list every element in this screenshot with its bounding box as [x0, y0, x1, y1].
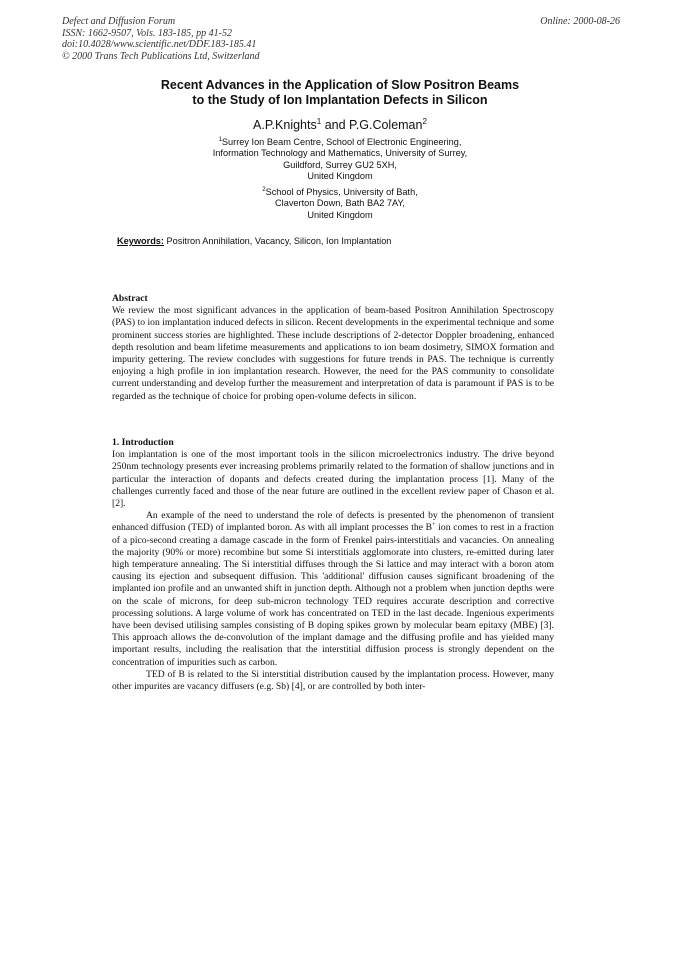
journal-header — [62, 16, 620, 62]
affiliation-2-line: United Kingdom — [307, 209, 373, 220]
introduction-section — [112, 437, 554, 693]
boron-ion-charge: + — [432, 521, 436, 529]
affiliation-1-line: Guildford, Surrey GU2 5XH, — [283, 159, 397, 170]
affiliation-2 — [80, 187, 600, 221]
keywords-label: Keywords: — [117, 236, 164, 246]
abstract-heading: Abstract — [112, 293, 148, 304]
keywords-line — [117, 236, 577, 246]
affiliation-1-line: Information Technology and Mathematics, University of Surrey, — [212, 148, 468, 159]
author-2-affil-mark: 2 — [422, 116, 427, 126]
title-line-2: to the Study of Ion Implantation Defects in Silicon — [192, 93, 488, 107]
affiliation-1-mark: 1 — [218, 136, 222, 143]
author-conjunction: and — [321, 118, 350, 132]
introduction-heading: 1. Introduction — [112, 437, 174, 448]
author-list — [80, 118, 600, 132]
introduction-paragraph-3: TED of B is related to the Si interstitial distribution caused by the implantation process. However, many other impurites are vacancy diffusers (e.g. Sb) [4], or are controlled by both inter- — [112, 668, 554, 693]
copyright-line: © 2000 Trans Tech Publications Ltd, Switzerland — [62, 50, 260, 62]
affiliation-1-line: $^1$Surrey Ion Beam Centre, School of Electronic Engineering, — [218, 136, 462, 147]
title-line-1: Recent Advances in the Application of Slow Positron Beams — [160, 78, 520, 92]
online-date: Online: 2000-08-26 — [540, 16, 620, 27]
affiliation-2-line: Claverton Down, Bath BA2 7AY, — [275, 198, 405, 209]
author-1: A.P.Knights — [253, 118, 317, 132]
affiliation-2-mark: 2 — [262, 186, 266, 193]
introduction-paragraph-2: An example of the need to understand the role of defects is presented by the phenomenon of transient enhanced diffusion (TED) of implanted boron. As with all implant processes the B+ ion comes to rest in a fraction of a pico-second creating a damage cascade in the form of Frenkel pairs-interstitials and vacancies. On annealing the majority (90% or more) recombine but some Si interstitials agglomorate into clusters, re-emitted during later high temperature annealing. The Si interstitial diffuses through the Si lattice and may interact with a boron atom causing its ejection and subsequent diffusion. This 'additional' diffusion causes significant broadening of the implanted ion profile and an unwanted shift in junction depth. Although not a problem when junction depths were on the scale of microns, for deep sub-micron technology TED requires accurate description and corrective processing solutions. A large volume of work has concentrated on TED in the last decade. Ingenious experiments have been devised utilising samples consisting of B doping spikes grown by molecular beam epitaxy (MBE) [3]. This approach allows the de-convolution of the implant damage and the diffusing profile and has yielded many important results, including the realisation that the interstitial diffusion process is strongly dependent on the concentration of impurities such as carbon. — [112, 510, 554, 668]
introduction-paragraph-1: Ion implantation is one of the most important tools in the silicon microelectronics industry. The drive beyond 250nm technology presents ever increasing problems primarily related to the formation of shallow junctions and in particular the interaction of dopants and defects created during the implantation process [1]. Many of the challenges currently faced and those of the near future are outlined in the excellent review paper of Chason et al. [2]. — [112, 449, 554, 510]
keywords-text: Positron Annihilation, Vacancy, Silicon, Ion Implantation — [163, 236, 392, 246]
journal-name: Defect and Diffusion Forum — [62, 16, 176, 27]
doi-line: doi:10.4028/www.scientific.net/DDF.183-185.41 — [62, 39, 257, 50]
abstract-text: We review the most significant advances in the application of beam-based Positron Annihilation Spectroscopy (PAS) to ion implantation induced defects in silicon. Recent developments in the experimental technique and some prominent success stories are highlighted. These include descriptions of 2-detector Doppler broadening, enhanced depth resolution and beam lifetime measurements and applications to ion beam dosimetry, SIMOX formation and impurity gettering. The review concludes with suggestions for future trends in PAS. The technique is currently enjoying a high profile in ion implantation research. However, the need for the PAS community to consolidate current understanding and develop further the measurement and interpretation of data is paramount if PAS is to be regarded as the technique of choice for probing open-volume defects in silicon. — [112, 305, 554, 402]
affiliation-1 — [80, 137, 600, 183]
author-2: P.G.Coleman — [349, 118, 423, 132]
affiliation-2-line: $^2$School of Physics, University of Bath, — [262, 186, 418, 197]
paper-title — [80, 78, 600, 108]
author-1-affil-mark: 1 — [316, 116, 322, 126]
affiliation-1-line: United Kingdom — [307, 171, 373, 182]
issn-line: ISSN: 1662-9507, Vols. 183-185, pp 41-52 — [62, 27, 232, 39]
abstract-section — [112, 293, 554, 403]
